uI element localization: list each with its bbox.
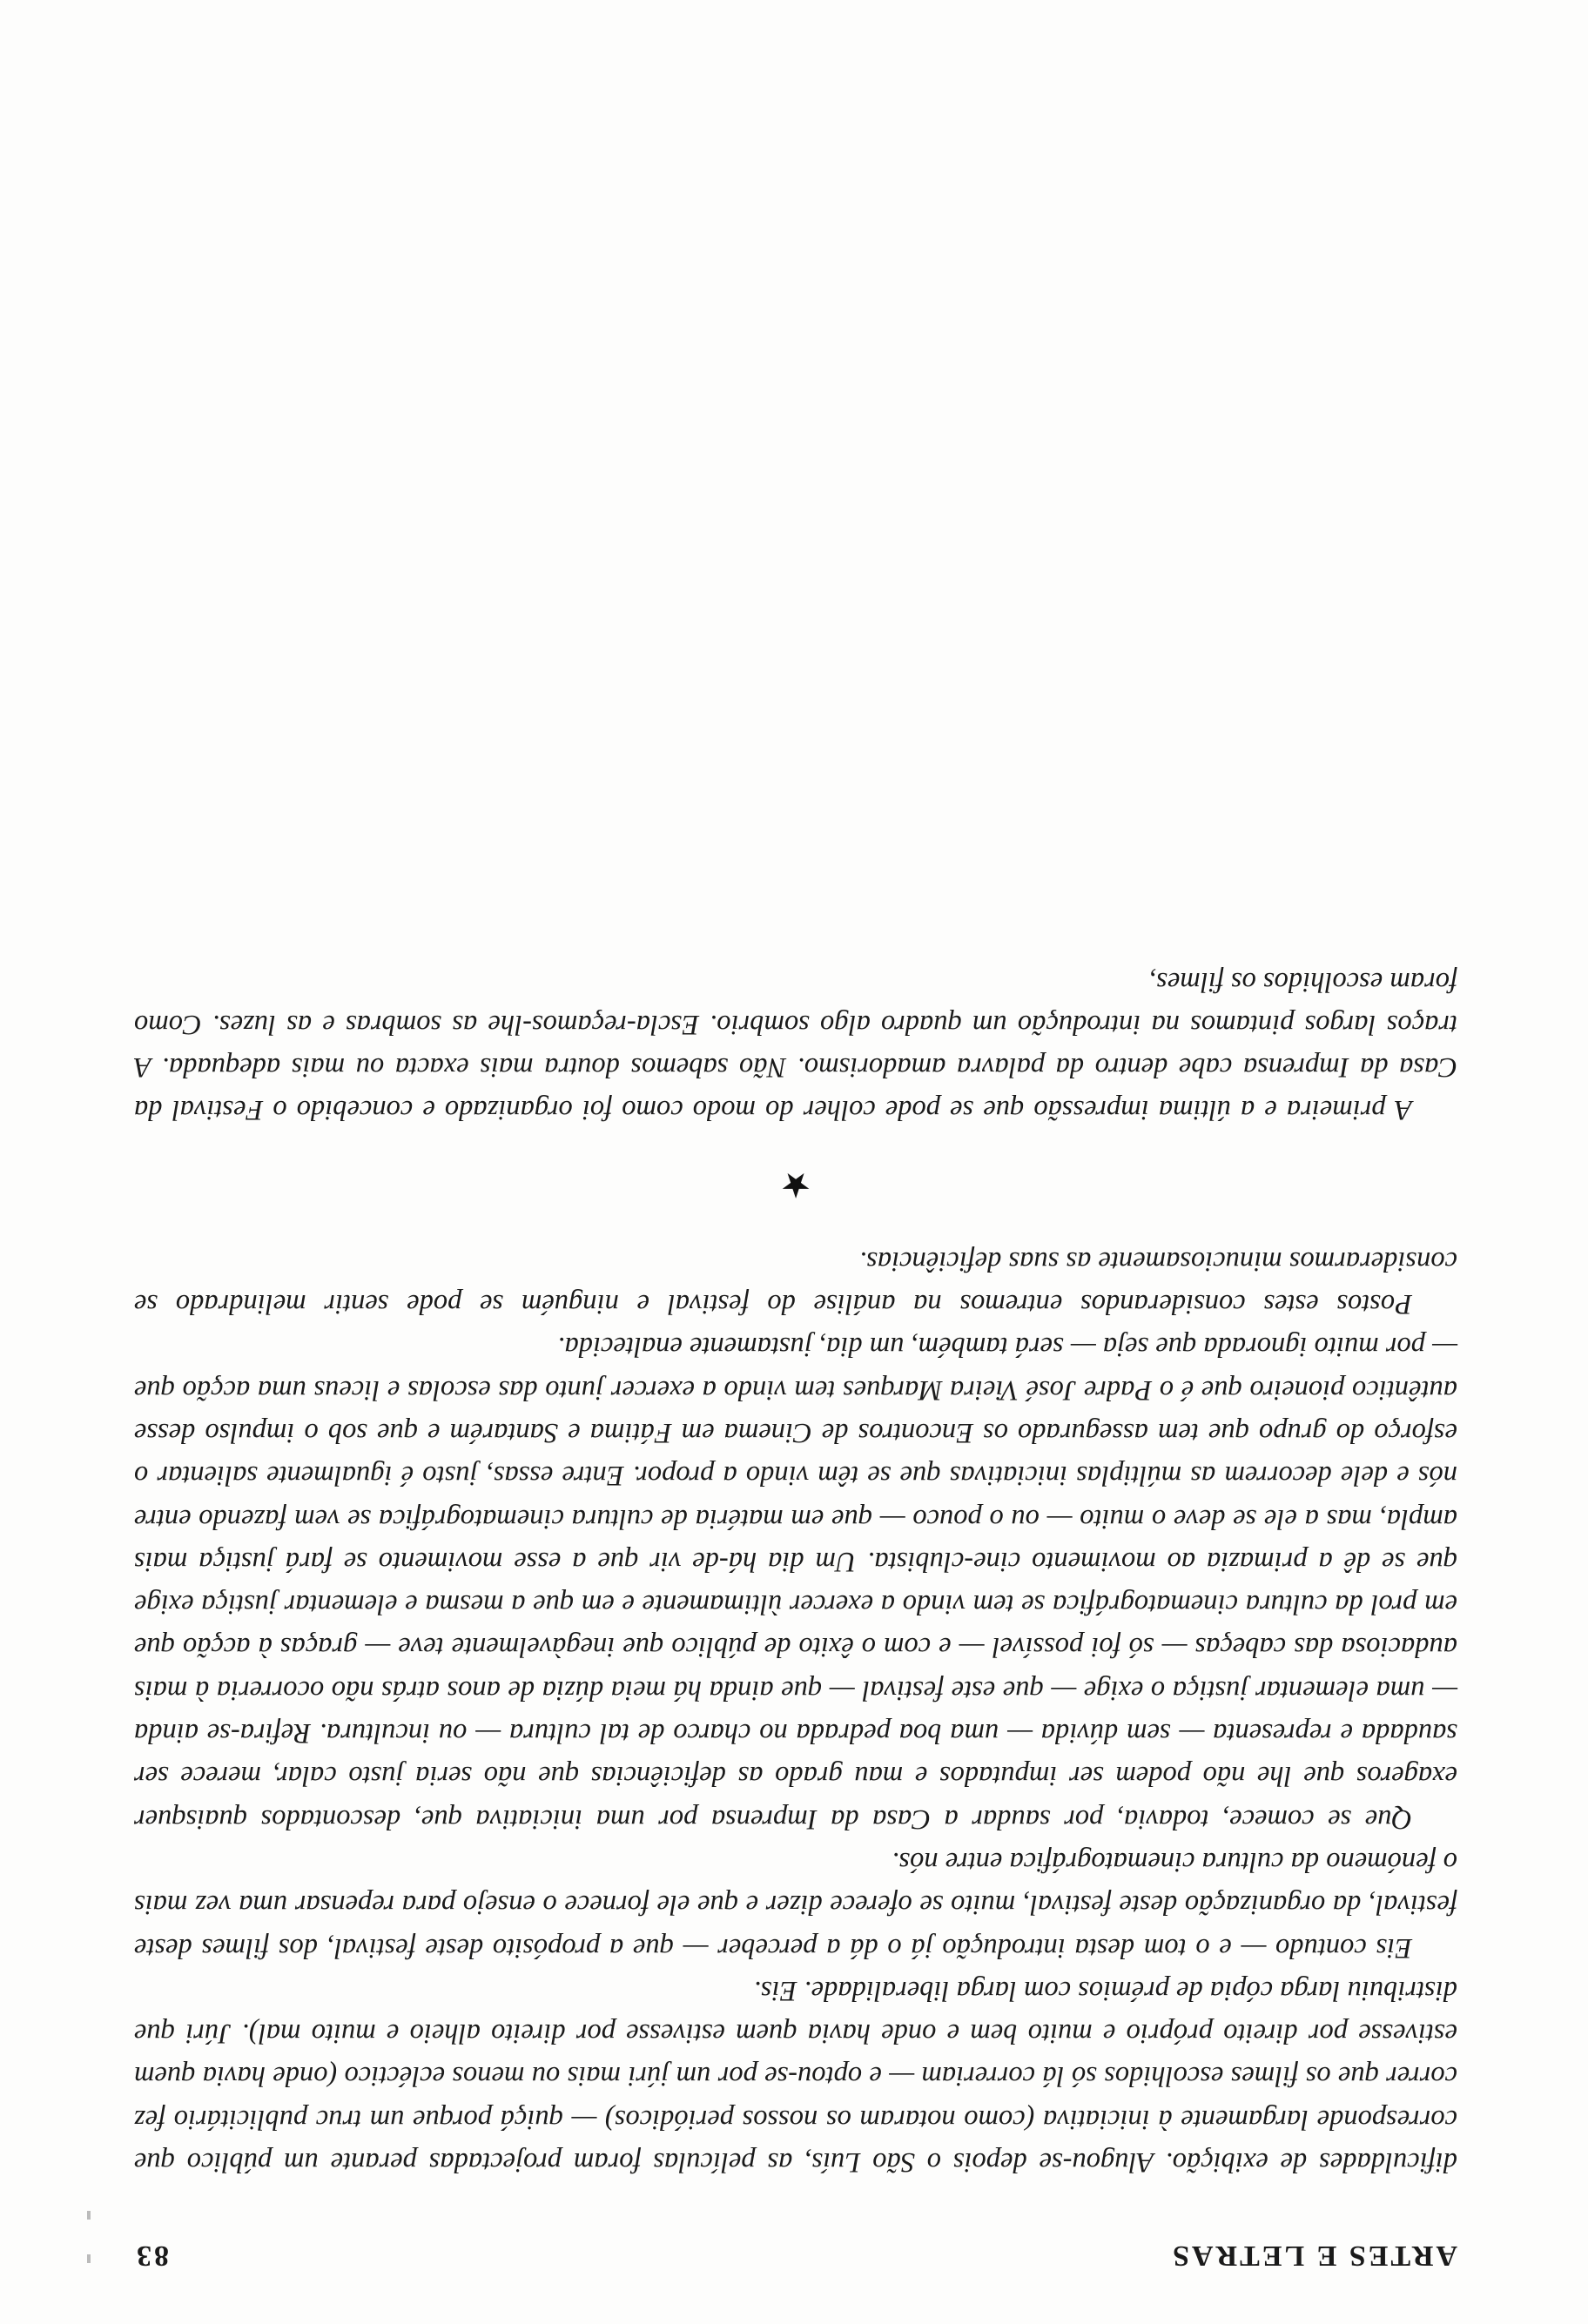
paragraph: Eis contudo — e o tom desta introdução já o dá a perceber — que a propósito deste festival, dos filmes deste festival, da organização deste festival, muito se oferece dizer e que ele fornece o ensejo para repensar uma vez mais o fenómeno da cultura cinematográfica entre nós. xyxy=(134,1845,1457,1964)
page-sheet xyxy=(134,61,1457,2272)
paragraph: Postos estes considerandos entremos na análise do festival e ninguém se pode sentir melindrado se considerarmos minuciosamente as suas deficiências. xyxy=(134,1245,1457,1320)
scan-speck xyxy=(87,2254,91,2263)
paragraph: dificuldades de exibição. Alugou-se depois o São Luís, as películas foram projectadas perante um público que corresponde largamente à iniciativa (como notaram os nossos periódicos) — quiçá porque um truc publicitário fez correr que os filmes escolhidos só lá correriam — e optou-se por um júri mais ou menos ecléctico (onde havia quem estivesse por direito próprio e muito bem e onde havia quem estivesse por direito alheio e muito mal). Júri que distribuiu larga cópia de prémios com larga liberalidade. Eis. xyxy=(134,1974,1457,2178)
running-head xyxy=(134,2220,1457,2272)
paragraph: A primeira e a última impressão que se pode colher do modo como foi organizado e concebido o Festival da Casa da Imprensa cabe dentro da palavra amadorismo. Não sabemos doutra mais exacta ou mais adequada. A traços largos pintamos na introdução um quadro algo sombrio. Escla-reçamos-lhe as sombras e as luzes. Como foram escolhidos os filmes, xyxy=(134,965,1457,1126)
paragraph: Que se comece, todavia, por saudar a Casa da Imprensa por uma iniciativa que, descontados quaisquer exageros que lhe não podem ser imputados e mau grado as deficiências que não seria justo calar, merece ser saudada e representa — sem dúvida — uma boa pedrada no charco de tal cultura — ou incultura. Refira-se ainda — uma elementar justiça o exige — que este festival — que ainda há meia dúzia de anos atrás não ocorreria à mais audaciosa das cabeças — só foi possível — e com o êxito de público que inegàvelmente teve — graças à acção que em prol da cultura cinematográfica se tem vindo a exercer ùltimamente e em que a mesma e elementar justiça exige que se dê a primazia ao movimento cine-clubista. Um dia há-de vir que a esse movimento se fará justiça mais ampla, mas a ele se deve o muito — ou o pouco — que em matéria de cultura cinematográfica se vem fazendo entre nós e dele decorrem as múltiplas iniciativas que se têm vindo a propor. Entre essas, justo é igualmente salientar o esforço do grupo que tem assegurado os Encontros de Cinema em Fátima e Santarém e que sob o impulso desse autêntico pioneiro que é o Padre José Vieira Marques tem vindo a exercer junto das escolas e liceus uma acção que — por muito ignorada que seja — será também, um dia, justamente enaltecida. xyxy=(134,1331,1457,1835)
body-text xyxy=(134,959,1457,2183)
scan-speck xyxy=(87,2211,91,2220)
running-title: ARTES E LETRAS xyxy=(1170,2240,1457,2272)
page-number: 83 xyxy=(134,2240,169,2272)
section-separator-star: ★ xyxy=(780,1165,811,1206)
